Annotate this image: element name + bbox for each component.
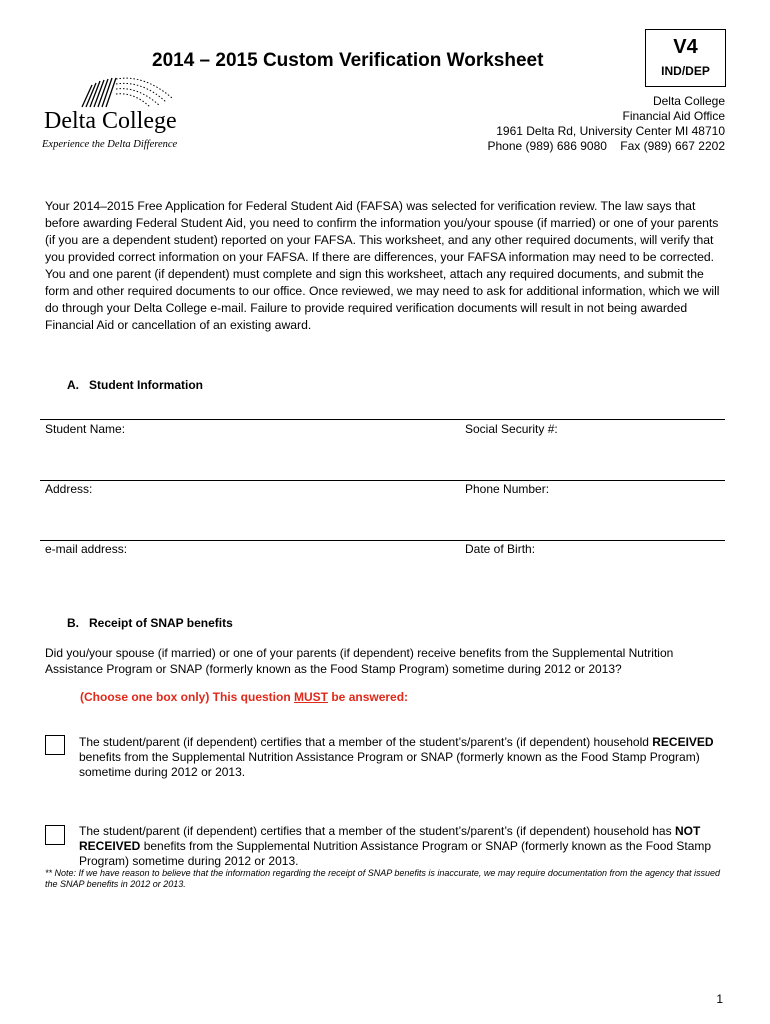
divider <box>40 419 725 420</box>
ssn-label: Social Security #: <box>465 422 558 436</box>
phone-number-field[interactable] <box>465 498 720 538</box>
divider <box>40 480 725 481</box>
version-box <box>645 29 726 87</box>
logo-tagline: Experience the Delta Difference <box>42 139 178 150</box>
office-line-3: 1961 Delta Rd, University Center MI 48710 <box>496 124 725 138</box>
snap-not-received-checkbox[interactable] <box>45 825 65 845</box>
choose-text-end: be answered: <box>328 690 409 704</box>
option-received-emphasis: RECEIVED <box>652 735 714 749</box>
version-label: V4 <box>673 36 698 58</box>
office-address <box>487 94 725 154</box>
page-title: 2014 – 2015 Custom Verification Worksheet <box>152 50 544 71</box>
choose-must: MUST <box>294 690 329 704</box>
logo-name: Delta College <box>44 108 177 134</box>
choose-text: (Choose one box only) This question <box>80 690 295 704</box>
snap-not-received-option <box>79 824 724 869</box>
section-a-heading: A. Student Information <box>67 378 203 392</box>
date-of-birth-label: Date of Birth: <box>465 542 536 556</box>
office-line-4: Phone (989) 686 9080 Fax (989) 667 2202 <box>487 139 725 153</box>
delta-college-logo <box>40 76 200 156</box>
snap-received-option <box>79 735 724 780</box>
section-b-heading: B. Receipt of SNAP benefits <box>67 616 233 630</box>
option-not-received-emphasis: NOT RECEIVED <box>79 824 701 853</box>
snap-note: ** Note: If we have reason to believe that the information regarding the receipt of SNAP benefits is inaccurate, we may require documentation from the agency that issued the SNAP benefits in 2012 or 2013. <box>45 868 721 889</box>
divider <box>40 540 725 541</box>
page-number: 1 <box>716 992 723 1006</box>
phone-number-label: Phone Number: <box>465 482 550 496</box>
student-name-label: Student Name: <box>45 422 126 436</box>
address-field[interactable] <box>45 498 445 538</box>
address-label: Address: <box>45 482 93 496</box>
option-text: benefits from the Supplemental Nutrition Assistance Program or SNAP (formerly known as the Food Stamp Program) sometime during 2012 or 2013. <box>79 750 700 779</box>
snap-question: Did you/your spouse (if married) or one of your parents (if dependent) receive benefits from the Supplemental Nutrition Assistance Program or SNAP (formerly known as the Food Stamp Program) sometime during 2012 or 2013? <box>45 646 674 676</box>
date-of-birth-field[interactable] <box>465 558 720 598</box>
option-text: The student/parent (if dependent) certifies that a member of the student’s/parent’s (if dependent) household <box>79 735 653 749</box>
option-text: benefits from the Supplemental Nutrition Assistance Program or SNAP (formerly known as the Food Stamp Program) sometime during 2012 or 2013. <box>79 839 712 868</box>
version-sub-label: IND/DEP <box>661 64 710 78</box>
intro-paragraph: Your 2014–2015 Free Application for Federal Student Aid (FAFSA) was selected for verification review. The law says that before awarding Federal Student Aid, you need to confirm the information you/your spouse (if married) or one of your parents (if you are a dependent student) reported on your FAFSA. This worksheet, and any other required documents, will verify that you provided correct information on your FAFSA. If there are differences, your FAFSA information may need to be corrected. You and one parent (if dependent) must complete and sign this worksheet, attach any required documents, and submit the form and other required documents to our office. Once reviewed, we may need to ask for additional information, which we will do through your Delta College e-mail. Failure to provide required verification documents will result in not being awarded Financial Aid or cancellation of an existing award. <box>45 199 720 332</box>
choose-instruction <box>80 690 408 704</box>
email-field[interactable] <box>45 558 445 598</box>
ssn-field[interactable] <box>465 438 720 478</box>
student-name-field[interactable] <box>45 438 445 478</box>
office-line-2: Financial Aid Office <box>622 109 725 123</box>
office-line-1: Delta College <box>652 94 725 108</box>
arch-logo-icon <box>72 76 192 108</box>
option-text: The student/parent (if dependent) certifies that a member of the student’s/parent’s (if dependent) household has <box>79 824 675 838</box>
email-label: e-mail address: <box>45 542 128 556</box>
snap-received-checkbox[interactable] <box>45 735 65 755</box>
